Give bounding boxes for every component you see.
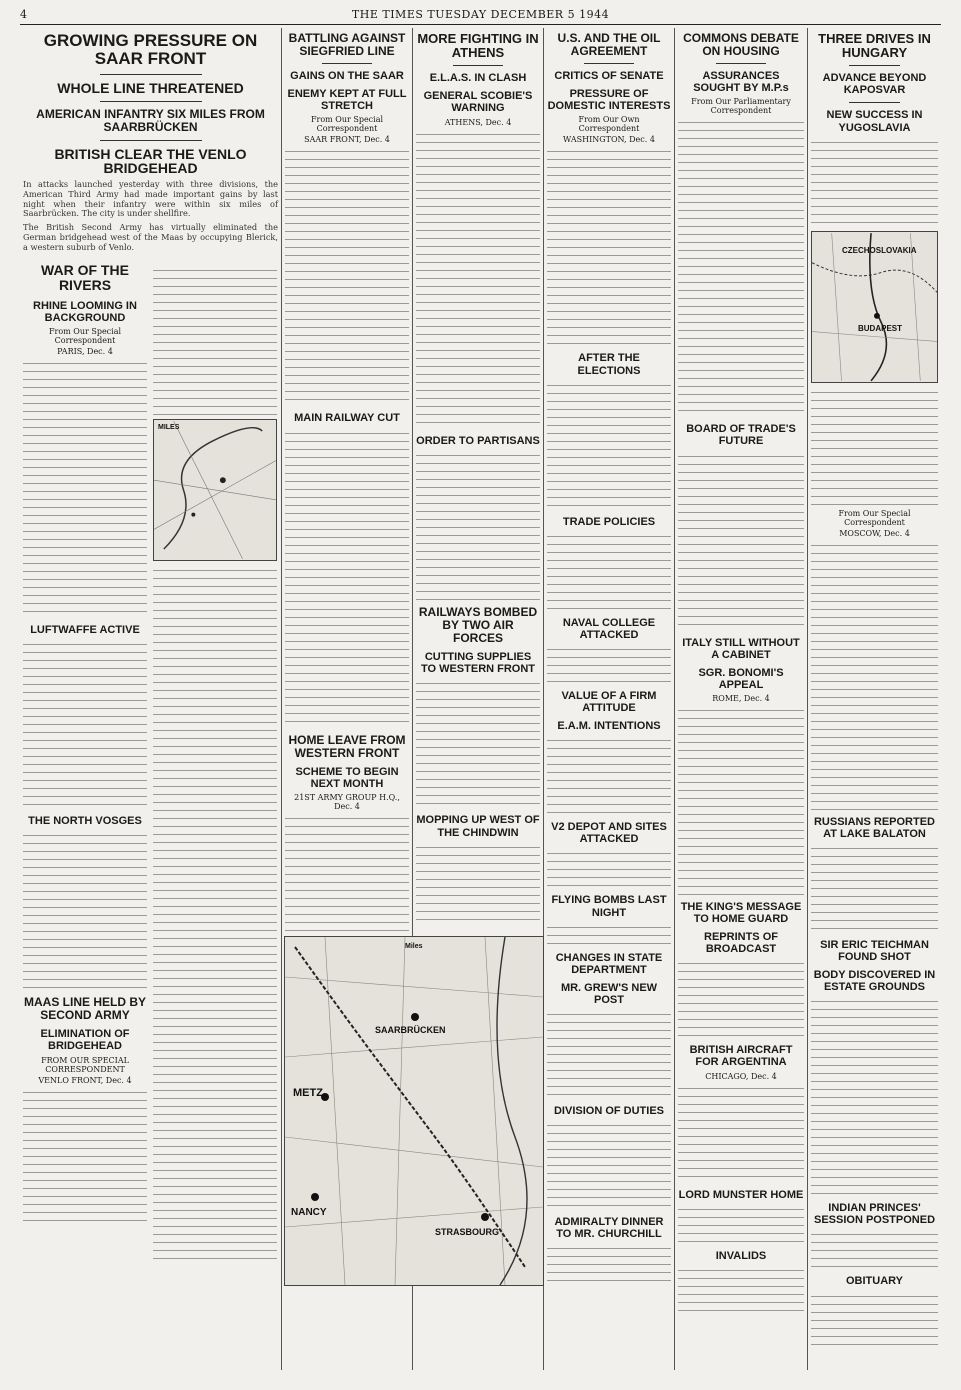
- dateline: 21ST ARMY GROUP H.Q., Dec. 4: [294, 793, 400, 812]
- sub-headline: TRADE POLICIES: [562, 515, 656, 528]
- sub-headline: V2 DEPOT AND SITES ATTACKED: [551, 821, 667, 846]
- page-columns: [20, 28, 941, 1370]
- sub-headline: MOPPING UP WEST OF THE CHINDWIN: [416, 814, 540, 839]
- article-text-block: [547, 531, 671, 611]
- headline-main: GROWING PRESSURE ON SAAR FRONT: [43, 31, 258, 68]
- divider: [453, 65, 503, 66]
- sub-headline: VALUE OF A FIRM ATTITUDE: [561, 689, 657, 715]
- sub-headline: BRITISH AIRCRAFT FOR ARGENTINA: [689, 1044, 793, 1069]
- article-text-block: [678, 451, 804, 631]
- byline: From Our Special Correspondent: [838, 508, 911, 527]
- article-text-block: [678, 1204, 804, 1244]
- sub-headline: OBITUARY: [845, 1275, 904, 1288]
- article-text-block: [811, 843, 938, 933]
- map-label-metz: METZ: [293, 1087, 323, 1099]
- sub-headline: RAILWAYS BOMBED BY TWO AIR FORCES: [418, 604, 538, 646]
- article-text-block: [678, 1265, 804, 1315]
- sub-headline: ADMIRALTY DINNER TO MR. CHURCHILL: [554, 1216, 664, 1241]
- sub-headline: REPRINTS OF BROADCAST: [704, 931, 778, 956]
- column-6: [808, 28, 941, 1370]
- sub-headline: MAIN RAILWAY CUT: [294, 412, 400, 425]
- sub-headline: LORD MUNSTER HOME: [678, 1188, 804, 1201]
- article-text-block: [547, 1009, 671, 1099]
- map-label-czechoslovakia: CZECHOSLOVAKIA: [842, 245, 917, 255]
- article-text-block: [547, 380, 671, 510]
- headline-deck: ASSURANCES SOUGHT BY M.P.s: [693, 70, 789, 95]
- divider: [100, 140, 202, 141]
- headline-deck: CRITICS OF SENATE: [554, 70, 664, 83]
- article-text-block: [678, 1083, 804, 1183]
- sub-headline: RUSSIANS REPORTED AT LAKE BALATON: [813, 815, 936, 840]
- article-text-block: [416, 450, 540, 600]
- article-text-block: [811, 996, 938, 1196]
- article-text-block: [285, 428, 409, 728]
- sub-headline: MR. GREW'S NEW POST: [560, 981, 658, 1006]
- headline-main: BATTLING AGAINST SIEGFRIED LINE: [288, 31, 406, 58]
- article-text-block: [153, 265, 277, 415]
- lead-paragraph: The British Second Army has virtually eliminated the German bridgehead west of the Maas by occupying Blerick, a western suburb of Venlo.: [23, 222, 278, 252]
- sub-headline: NAVAL COLLEGE ATTACKED: [562, 616, 656, 641]
- column-1: [20, 28, 282, 1370]
- article-text-block: [547, 1120, 671, 1210]
- article-text-block: [547, 735, 671, 815]
- article-text-block: [285, 146, 409, 406]
- headline-main: U.S. AND THE OIL AGREEMENT: [557, 31, 661, 58]
- dateline: VENLO FRONT, Dec. 4: [38, 1075, 132, 1085]
- map-label: MILES: [158, 423, 180, 431]
- saar-map-drawing: [285, 937, 543, 1285]
- saar-map: [284, 936, 544, 1286]
- sub-headline: LUFTWAFFE ACTIVE: [30, 623, 140, 636]
- article-text-block: [416, 842, 540, 922]
- dateline: SAAR FRONT, Dec. 4: [304, 135, 390, 145]
- map-label-miles: Miles: [405, 943, 423, 950]
- byline: From Our Own Correspondent: [578, 115, 640, 134]
- article-text-block: [811, 387, 938, 507]
- sub-headline: AFTER THE ELECTIONS: [577, 352, 641, 377]
- sub-headline: HOME LEAVE FROM WESTERN FRONT: [288, 732, 406, 760]
- map-label-nancy: NANCY: [291, 1207, 327, 1218]
- byline: From Our Parliamentary Correspondent: [691, 97, 791, 116]
- dateline: MOSCOW, Dec. 4: [839, 528, 910, 538]
- sub-headline: CUTTING SUPPLIES TO WESTERN FRONT: [420, 651, 536, 676]
- dateline: ROME, Dec. 4: [712, 693, 770, 703]
- sub-headline: SGR. BONOMI'S APPEAL: [698, 666, 784, 691]
- sub-headline: ITALY STILL WITHOUT A CABINET: [682, 636, 800, 661]
- article-text-block: [547, 848, 671, 888]
- divider: [100, 101, 202, 102]
- article-text-block: [23, 639, 147, 809]
- article-text-block: [547, 1243, 671, 1283]
- headline-main: MORE FIGHTING IN ATHENS: [417, 31, 539, 60]
- venlo-map-drawing: [154, 420, 276, 560]
- article-text-block: [416, 129, 540, 429]
- divider: [849, 65, 900, 66]
- article-text-block: [678, 958, 804, 1038]
- byline: From Our Special Correspondent: [310, 115, 384, 134]
- article-text-block: [23, 1087, 147, 1227]
- article-text-block: [416, 678, 540, 808]
- byline: From Our Special Correspondent: [48, 326, 122, 345]
- divider: [100, 74, 202, 75]
- page-number: 4: [20, 8, 28, 21]
- sub-headline: ELIMINATION OF BRIDGEHEAD: [40, 1028, 130, 1053]
- sub-headline: INDIAN PRINCES' SESSION POSTPONED: [813, 1202, 936, 1227]
- newspaper-title: THE TIMES TUESDAY DECEMBER 5 1944: [351, 8, 610, 21]
- byline: FROM OUR SPECIAL CORRESPONDENT: [41, 1055, 129, 1074]
- sub-headline: SCHEME TO BEGIN NEXT MONTH: [295, 765, 399, 791]
- venlo-map: [153, 419, 277, 561]
- sub-headline: THE KING'S MESSAGE TO HOME GUARD: [680, 900, 802, 926]
- sub-headline: ORDER TO PARTISANS: [416, 434, 540, 447]
- dateline: PARIS, Dec. 4: [57, 346, 113, 356]
- headline-deck: PRESSURE OF DOMESTIC INTERESTS: [547, 88, 671, 113]
- headline-deck: E.L.A.S. IN CLASH: [429, 72, 527, 85]
- column-4: [544, 28, 675, 1370]
- sub-headline: FLYING BOMBS LAST NIGHT: [551, 894, 667, 919]
- headline-deck: AMERICAN INFANTRY SIX MILES FROM SAARBRÜCKEN: [36, 107, 265, 134]
- divider: [716, 63, 766, 64]
- headline-deck: ENEMY KEPT AT FULL STRETCH: [287, 88, 407, 113]
- sub-headline: MAAS LINE HELD BY SECOND ARMY: [23, 995, 146, 1023]
- headline-deck: GAINS ON THE SAAR: [290, 70, 404, 83]
- headline-deck: ADVANCE BEYOND KAPOSVAR: [822, 72, 927, 97]
- masthead: [20, 6, 941, 25]
- sub-headline: E.A.M. INTENTIONS: [557, 720, 661, 733]
- headline-deck: WHOLE LINE THREATENED: [57, 79, 244, 96]
- sub-headline: BODY DISCOVERED IN ESTATE GROUNDS: [813, 969, 936, 994]
- map-label-budapest: BUDAPEST: [858, 323, 903, 333]
- article-text-block: [547, 922, 671, 946]
- divider: [322, 63, 372, 64]
- article-text-block: [811, 137, 938, 227]
- sub-headline: WAR OF THE RIVERS: [41, 261, 129, 294]
- article-text-block: [678, 117, 804, 417]
- article-text-block: [547, 644, 671, 684]
- column-5: [675, 28, 808, 1370]
- article-text-block: [678, 705, 804, 895]
- article-text-block: [811, 1229, 938, 1269]
- article-text-block: [153, 565, 277, 1265]
- dateline: WASHINGTON, Dec. 4: [563, 135, 655, 145]
- map-label-strasbourg: STRASBOURG: [435, 1227, 500, 1237]
- sub-headline: SIR ERIC TEICHMAN FOUND SHOT: [820, 938, 929, 963]
- sub-headline: BOARD OF TRADE'S FUTURE: [686, 423, 796, 448]
- headline-deck: BRITISH CLEAR THE VENLO BRIDGEHEAD: [54, 145, 247, 177]
- dateline: CHICAGO, Dec. 4: [705, 1071, 777, 1081]
- article-text-block: [811, 540, 938, 810]
- sub-headline: CHANGES IN STATE DEPARTMENT: [555, 951, 663, 976]
- article-text-block: [23, 358, 147, 618]
- divider: [849, 102, 900, 103]
- sub-headline: THE NORTH VOSGES: [28, 814, 142, 827]
- dateline: ATHENS, Dec. 4: [444, 117, 512, 127]
- sub-headline: DIVISION OF DUTIES: [553, 1104, 664, 1117]
- divider: [584, 63, 634, 64]
- headline-main: THREE DRIVES IN HUNGARY: [818, 31, 931, 60]
- article-text-block: [811, 1291, 938, 1351]
- sub-headline: RHINE LOOMING IN BACKGROUND: [33, 299, 137, 324]
- hungary-map: [811, 231, 938, 383]
- lead-paragraph: In attacks launched yesterday with three divisions, the American Third Army had made important gains by last night when their infantry were within six miles of Saarbrücken. The city is under shellfire.: [23, 178, 278, 219]
- sub-headline: INVALIDS: [715, 1249, 767, 1262]
- headline-deck: NEW SUCCESS IN YUGOSLAVIA: [826, 109, 923, 134]
- headline-main: COMMONS DEBATE ON HOUSING: [683, 31, 799, 58]
- map-label-saarbrucken: SAARBRÜCKEN: [375, 1025, 446, 1035]
- article-text-block: [23, 830, 147, 990]
- headline-deck: GENERAL SCOBIE'S WARNING: [423, 90, 533, 115]
- article-text-block: [547, 146, 671, 346]
